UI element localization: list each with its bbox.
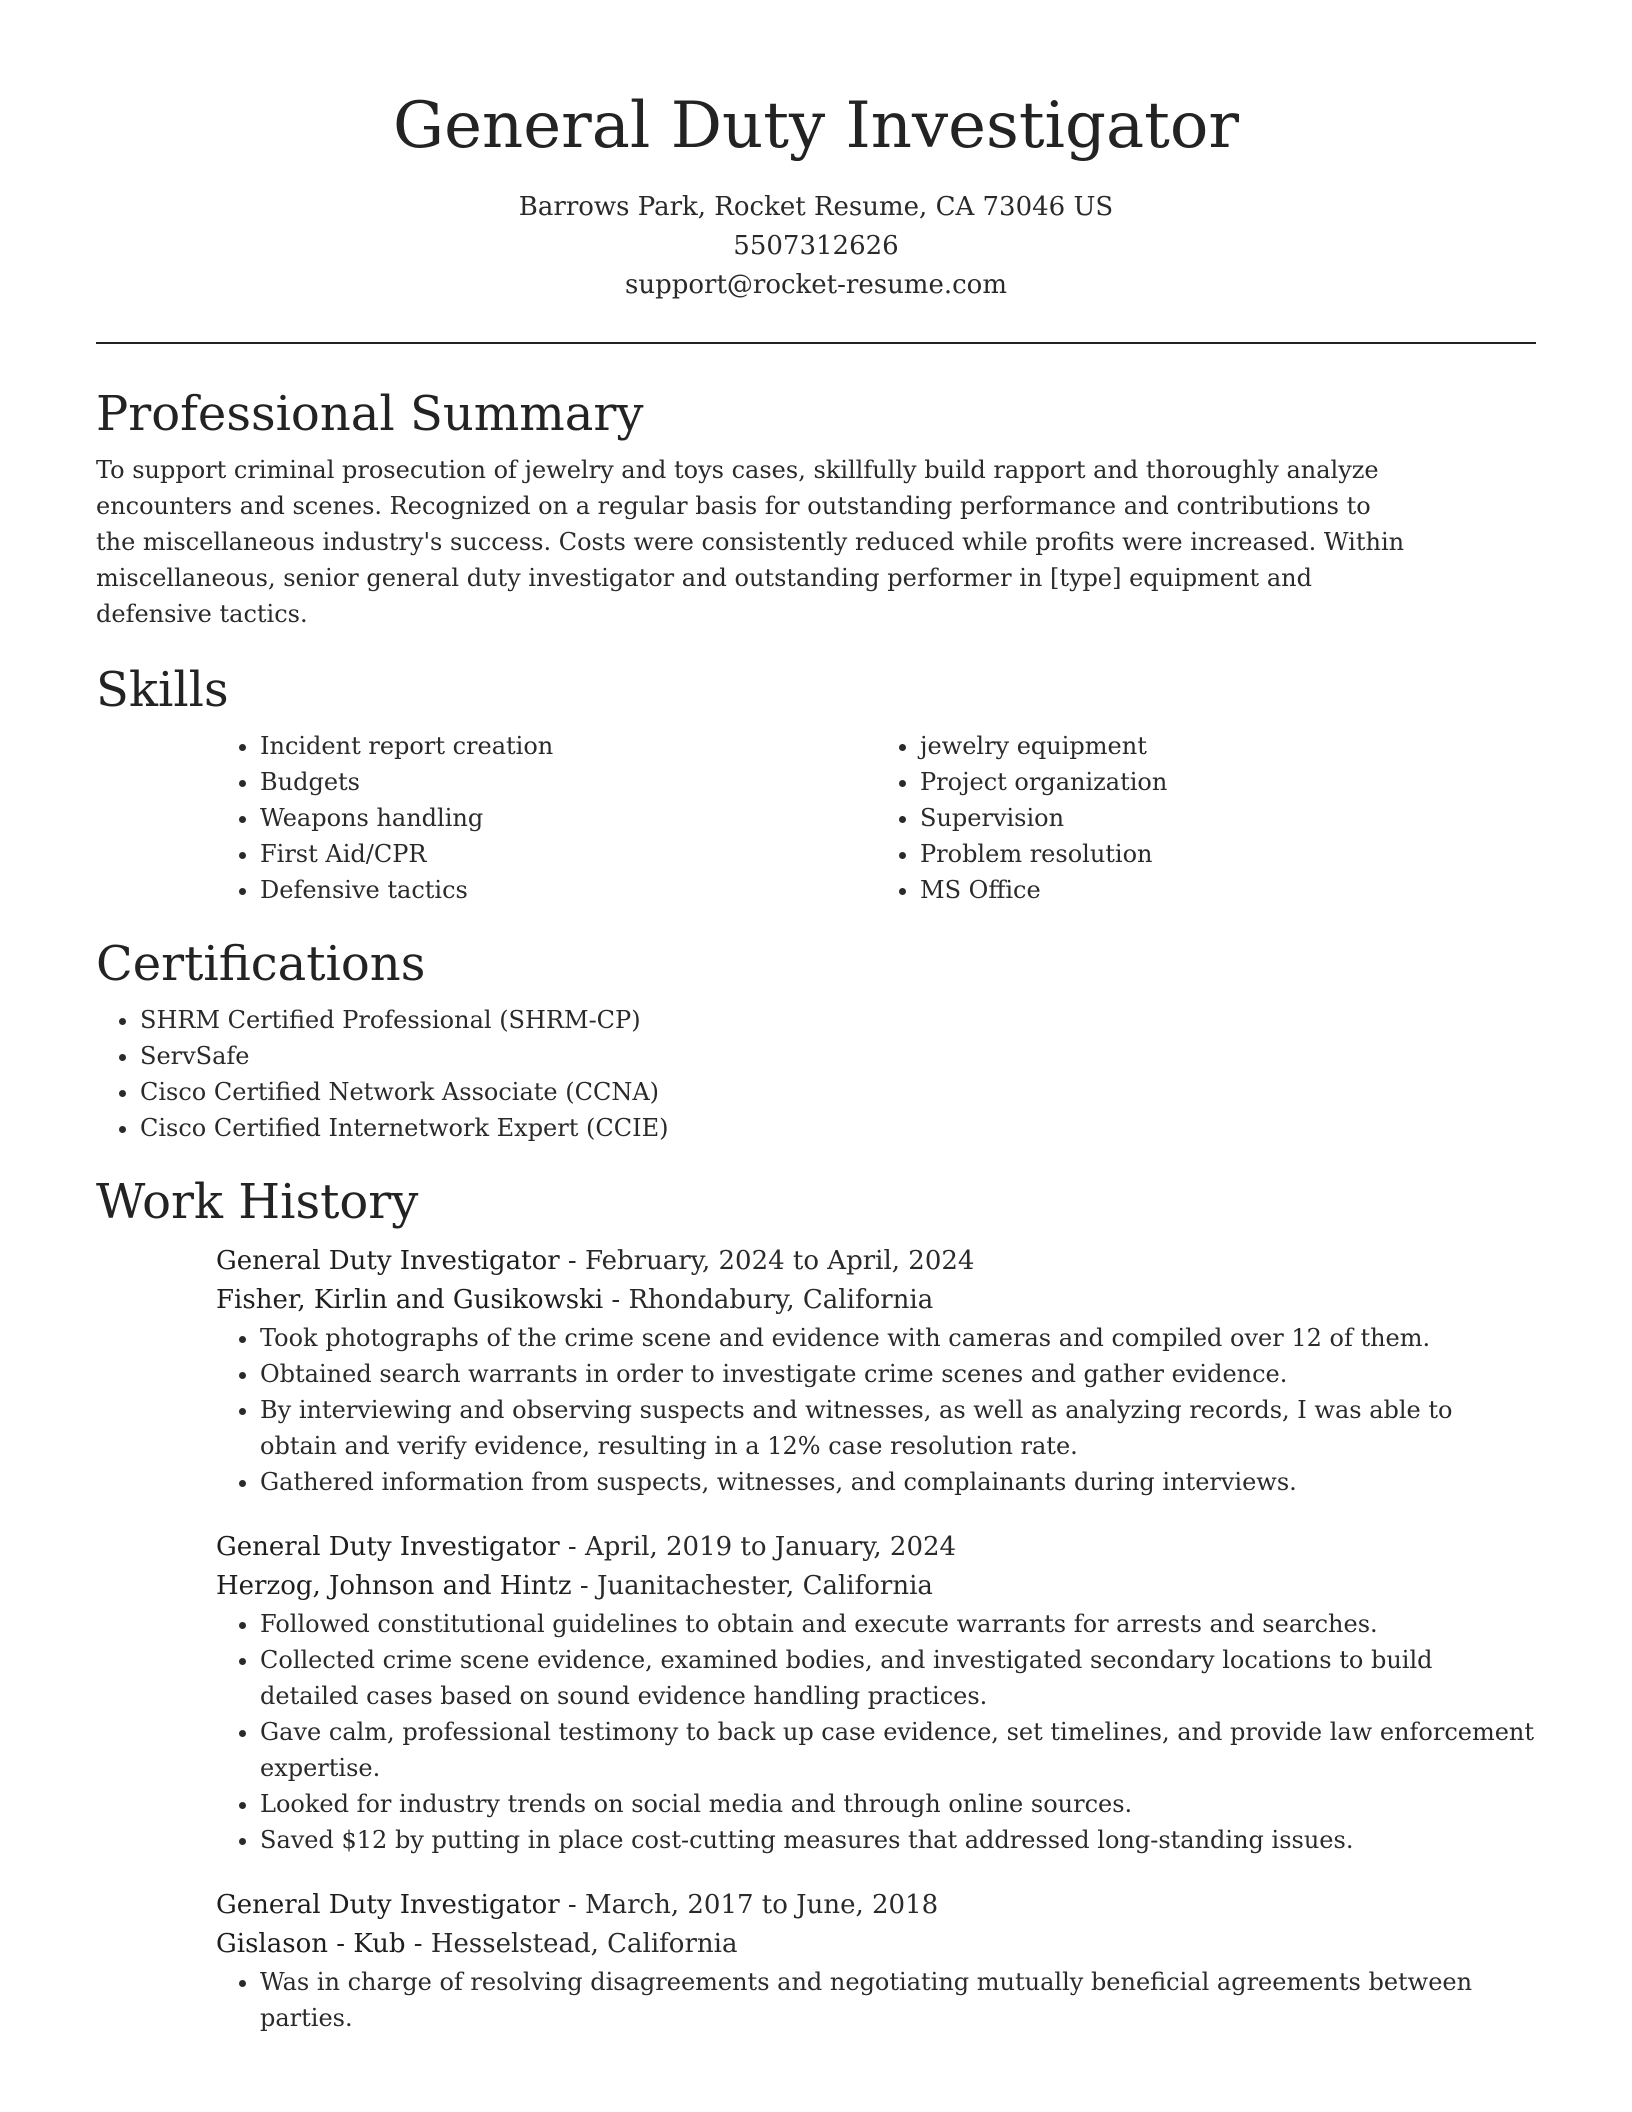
job-dates: - April, 2019 to January, 2024 [559,1532,957,1562]
work-history-section [96,1168,1536,2036]
skills-section [96,656,1536,908]
certification-item: • Cisco Certified Internetwork Expert (CCIE) [140,1110,1460,1146]
certification-item: • Cisco Certified Network Associate (CCNA) [140,1074,1460,1110]
job-bullet: • Collected crime scene evidence, examined bodies, and investigated secondary locations to build detailed cases based on sound evidence handling practices. [260,1642,1536,1714]
job-company-line [216,1281,1536,1320]
skills-grid [216,728,1536,908]
candidate-name: General Duty Investigator [393,89,1239,163]
job-title-line [216,1886,1536,1925]
job-bullets [216,1964,1536,2036]
job-bullet: • Was in charge of resolving disagreements and negotiating mutually beneficial agreements between parties. [260,1964,1536,2036]
skill-item: • Budgets [260,764,876,800]
contact-address: Barrows Park, Rocket Resume, CA 73046 US [518,192,1114,222]
skill-item: • jewelry equipment [920,728,1536,764]
skill-item: • Project organization [920,764,1536,800]
skill-item: • MS Office [920,872,1536,908]
skills-heading: Skills [96,662,229,718]
job-bullet: • Obtained search warrants in order to investigate crime scenes and gather evidence. [260,1356,1536,1392]
skill-item: • First Aid/CPR [260,836,876,872]
summary-heading: Professional Summary [96,386,644,442]
job-bullet: • By interviewing and observing suspects and witnesses, as well as analyzing records, I was able to obtain and verify evidence, resulting in a 12% case resolution rate. [260,1392,1536,1464]
contact-phone: 5507312626 [733,231,899,261]
contact-email: support@rocket-resume.com [624,270,1007,300]
job-company-line [216,1925,1536,1964]
job-entry [216,1242,1536,1500]
certifications-section [96,930,1536,1146]
job-bullets [216,1606,1536,1858]
job-bullets [216,1320,1536,1500]
certifications-heading: Certifications [96,936,426,992]
skill-item: • Defensive tactics [260,872,876,908]
header-divider [96,342,1536,344]
certification-item: • SHRM Certified Professional (SHRM-CP) [140,1002,1460,1038]
work-history-heading: Work History [96,1174,419,1230]
job-title: General Duty Investigator [216,1246,560,1276]
job-bullet: • Gave calm, professional testimony to back up case evidence, set timelines, and provide law enforcement expertise. [260,1714,1536,1786]
job-entry [216,1528,1536,1858]
job-bullet: • Took photographs of the crime scene and evidence with cameras and compiled over 12 of them. [260,1320,1536,1356]
skill-item: • Incident report creation [260,728,876,764]
resume-header [96,80,1536,305]
job-company: Gislason - Kub [216,1929,406,1959]
job-company: Herzog, Johnson and Hintz [216,1571,572,1601]
job-dates: - March, 2017 to June, 2018 [559,1890,939,1920]
summary-section [96,380,1536,632]
skill-item: • Problem resolution [920,836,1536,872]
certification-item: • ServSafe [140,1038,1460,1074]
job-title: General Duty Investigator [216,1532,560,1562]
job-bullet: • Saved $12 by putting in place cost-cutting measures that addressed long-standing issues. [260,1822,1536,1858]
job-location: - Hesselstead, California [405,1929,738,1959]
job-company-line [216,1567,1536,1606]
skills-list-left [216,728,876,908]
job-bullet: • Gathered information from suspects, witnesses, and complainants during interviews. [260,1464,1536,1500]
job-company: Fisher, Kirlin and Gusikowski [216,1285,604,1315]
certifications-list [96,1002,1460,1146]
skills-list-right [876,728,1536,908]
skill-item: • Supervision [920,800,1536,836]
job-bullet: • Looked for industry trends on social media and through online sources. [260,1786,1536,1822]
job-bullet: • Followed constitutional guidelines to obtain and execute warrants for arrests and searches. [260,1606,1536,1642]
job-title-line [216,1528,1536,1567]
resume-body [96,380,1536,2036]
job-title: General Duty Investigator [216,1890,560,1920]
skill-item: • Weapons handling [260,800,876,836]
job-location: - Juanitachester, California [571,1571,933,1601]
job-location: - Rhondabury, California [603,1285,934,1315]
job-dates: - February, 2024 to April, 2024 [559,1246,975,1276]
job-entry [216,1886,1536,2036]
job-title-line [216,1242,1536,1281]
summary-text: To support criminal prosecution of jewelry and toys cases, skillfully build rapport and thoroughly analyze encounters and scenes. Recognized on a regular basis for outstanding performance and contributions to the miscellaneous industry's success. Costs were consistently reduced while profits were increased. Within miscellaneous, senior general duty investigator and outstanding performer in [type] equipment and defensive tactics. [96,456,1405,628]
